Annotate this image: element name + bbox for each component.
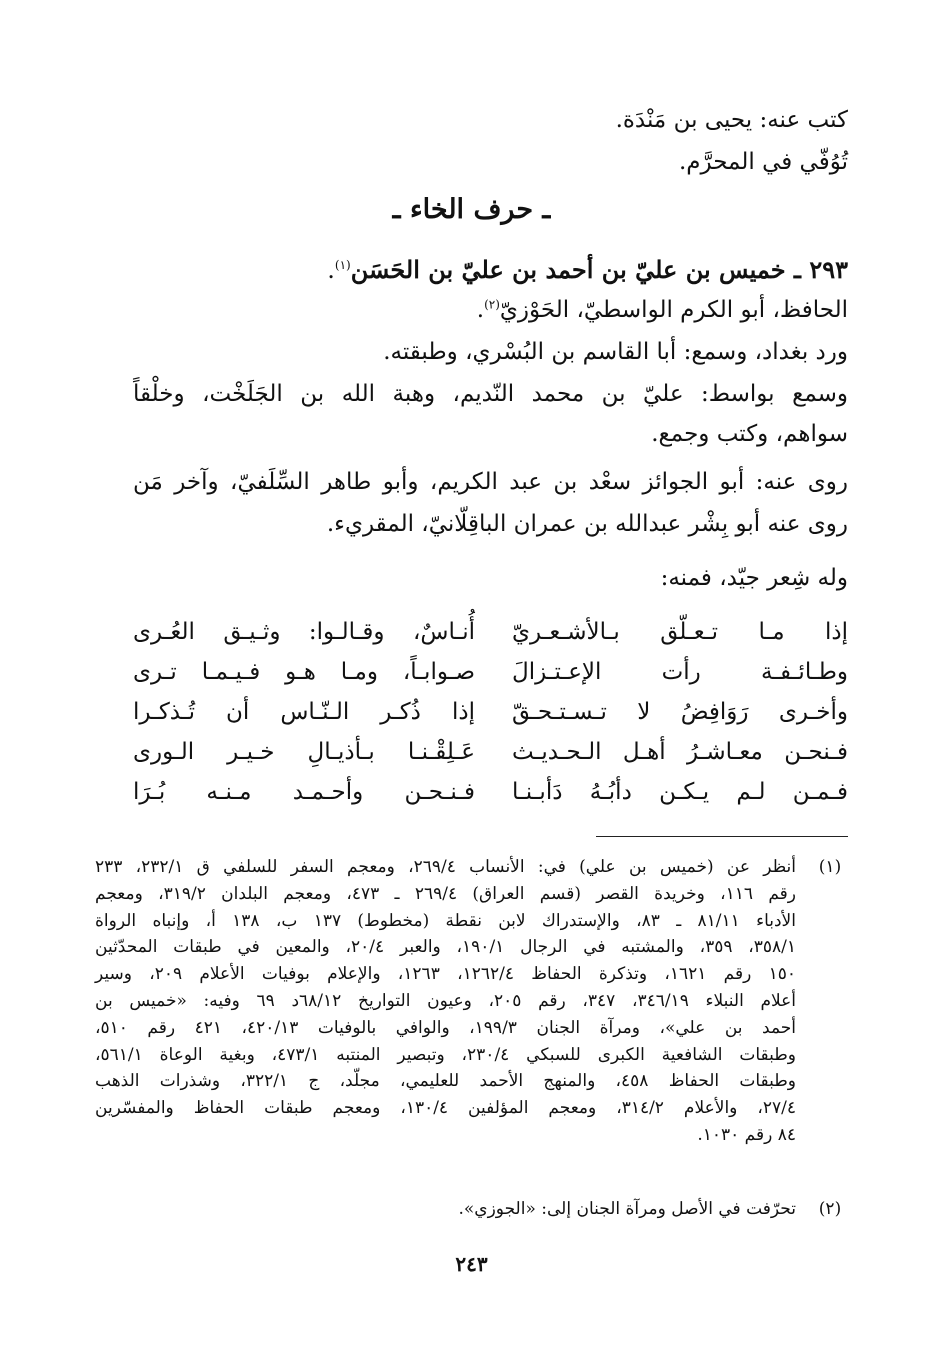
footnote-line: وطبقات الحفاظ ٤٥٨، والمنهج الأحمد للعليمي، مجلّد، ج ٣٢٢/١، وشذرات الذهب: [95, 1071, 797, 1092]
footnote-line: وطبقات الشافعية الكبرى للسبكي ٢٣٠/٤، وتبصير المنتبه ٤٧٣/١، وبغية الوعاة ٥٦١/١،: [95, 1044, 796, 1065]
footnote-ref[interactable]: (١): [334, 258, 351, 272]
entry-line: وله شِعر جيّد، فمنه:: [660, 565, 848, 591]
poem-right-hemistichs: [512, 612, 848, 812]
poem-hemistich: وأخـرى رَوَافِضُ لا تـسـتـحـقّ: [512, 699, 848, 725]
footnote-number: (٢): [818, 1199, 842, 1219]
poem-hemistich: أُنـاسٌ، وقـالـوا: وثـيـق العُـرى: [133, 619, 475, 645]
poem-left-hemistichs: [133, 612, 475, 812]
entry-line: روى عنه أبو بِشْر عبدالله بن عمران الباقِلّانيّ، المقريء.: [326, 511, 848, 537]
entry-line-end: .: [476, 297, 485, 323]
text-line: كتب عنه: يحيى بن مَنْدَة.: [615, 107, 848, 133]
entry-line: سواهم، وكتب وجمع.: [651, 421, 848, 447]
footnote-number: (١): [818, 857, 842, 877]
entry-line: [95, 294, 848, 326]
footnote-body: [95, 854, 796, 1149]
footnote: [95, 1196, 848, 1223]
footnote-line: ١٥٠ رقم ١٦٢١، وتذكرة الحفاظ ١٢٦٢/٤، ١٢٦٣، والإعلام بوفيات الأعلام ٢٠٩، وسير: [95, 964, 796, 985]
poem-hemistich: صـوابـاً، ومـا هـو فـيـمـا تـرى: [133, 659, 475, 685]
poem-hemistich: إذا مـا تـعـلّق بـالأشـعـريّ: [512, 619, 848, 645]
footnote-line: أحمد بن علي»، ومرآة الجنان ١٩٩/٣، والوافي بالوفيات ٤٢٠/١٣، ٤٢١ رقم ٥١٠،: [95, 1017, 796, 1038]
footnote: [95, 854, 848, 1149]
entry-line: ورد بغداد، وسمع: أبا القاسم بن البُسْري، وطبقته.: [383, 339, 848, 365]
entry-line: روى عنه: أبو الجوائز سعْد بن عبد الكريم، وأبو طاهر السِّلَفيّ، وآخر مَن: [133, 469, 848, 495]
entry-line-text: الحافظ، أبو الكرم الواسطيّ، الحَوْزيّ: [499, 297, 848, 323]
footnote-line: رقم ١١٦، وخريدة القصر (قسم العراق) ٢٦٩/٤ ـ ٤٧٣، ومعجم البلدان ٣١٩/٢، ومعجم: [95, 883, 796, 904]
footnote-line: أنظر عن (خميس بن علي) في: الأنساب ٢٦٩/٤، ومعجم السفر للسلفي ق ٢٣٢/١، ٢٣٣: [95, 857, 797, 877]
text-line: تُوُفّي في المحرَّم.: [678, 149, 848, 175]
entry-title-end: .: [327, 256, 335, 284]
poem-hemistich: فـنـحـن وأحـمـد مـنـه بُـرَا: [133, 779, 475, 805]
footnote-line: ٣٥٨/١، ٣٥٩، والمشتبه في الرجال ١٩٠/١، والعبر ٢٠/٤، والمعين في طبقات المحدّثين: [95, 937, 797, 958]
entry-title-text: ٢٩٣ ـ خميس بن عليّ بن أحمد بن عليّ بن الحَسَن: [350, 255, 848, 284]
entry-title: [95, 254, 848, 286]
poem-hemistich: فـنحـن معـاشـرُ أهـل الـحـديـث: [512, 739, 848, 765]
footnote-divider: [596, 836, 848, 837]
footnote-body: [95, 1196, 796, 1223]
section-heading: ـ حرف الخاء ـ: [392, 194, 551, 225]
footnote-line: ٨٤ رقم ١٠٣٠.: [697, 1124, 796, 1145]
entry-line: وسمع بواسط: عليّ بن محمد النّديم، وهبة الله بن الجَلَخْت، وخلْقاً: [133, 381, 848, 407]
footnote-line: أعلام النبلاء ٣٤٦/١٩، ٣٤٧، رقم ٢٠٥، وعيون التواريخ ٦٨/١٢د ٦٩ وفيه: «خميس بن: [95, 990, 796, 1011]
poem-hemistich: وطـائـفـة رأت الإعـتـزالَ: [512, 659, 848, 685]
poem-hemistich: إذا ذُكـر الـنّـاس أن تُـذكـرا: [133, 699, 475, 725]
footnote-line: الأدباء ٨١/١١ ـ ٨٣، والإستدراك لابن نقطة (مخطوط) ١٣٧ ب، ١٣٨ أ، وإنباه الرواة: [95, 910, 796, 931]
footnote-line: ٢٧/٤، والأعلام ٣١٤/٢، ومعجم المؤلفين ١٣٠/٤، ومعجم طبقات الحفاظ والمفسّرين: [95, 1098, 796, 1119]
poem-hemistich: فـمـن لـم يـكـن دأبُـهُ دَأبـنـا: [512, 779, 848, 805]
poem-hemistich: عَـلِقْـنـا بـأذيـالِ خـيـر الـورى: [133, 739, 475, 765]
footnote-ref[interactable]: (٢): [484, 297, 500, 312]
page-number: ٢٤٣: [455, 1252, 488, 1276]
footnote-line: تحرّفت في الأصل ومرآة الجنان إلى: «الجوزي».: [458, 1199, 796, 1219]
